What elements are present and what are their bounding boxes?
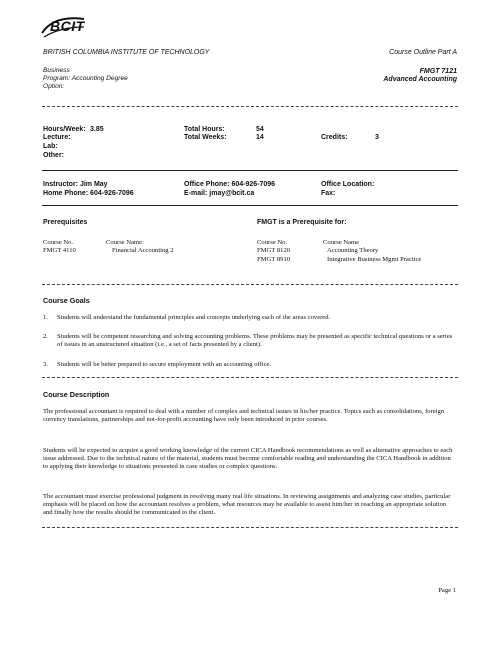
total-hours-value: 54 xyxy=(256,126,264,133)
doc-type: Course Outline Part A xyxy=(389,49,457,56)
email: E-mail: jmay@bcit.ca xyxy=(184,190,255,197)
bcit-logo xyxy=(40,13,86,41)
table-row-course-no: FMGT 8120 xyxy=(257,247,291,254)
credits-label: Credits: xyxy=(321,134,348,141)
goal-text: Students will understand the fundamental principles and concepts underlying each of the areas covered. xyxy=(57,314,331,321)
option: Option: xyxy=(43,83,65,90)
table-row-course-no: FMGT 4110 xyxy=(43,247,76,254)
office-location-label: Office Location: xyxy=(321,181,375,188)
other-label: Other: xyxy=(43,152,64,159)
home-phone: Home Phone: 604-926-7096 xyxy=(43,190,134,197)
description-paragraph: The accountant must exercise professional judgment in resolving many real life situations. In reviewing assignments and analyzing case studies, particular emphasis will be placed on how the accountant resolves a problem, what resources may be available to assist him/her in reaching an appropriate solution and finally how the results should be communicated to the client. xyxy=(43,493,451,517)
lab-label: Lab: xyxy=(43,143,58,150)
total-hours-label: Total Hours: xyxy=(184,126,225,133)
for-col-course-no: Course No. xyxy=(257,239,288,246)
page-number: Page 1 xyxy=(438,587,456,594)
course-title: Advanced Accounting xyxy=(383,76,457,83)
school: Business xyxy=(43,67,70,74)
total-weeks-label: Total Weeks: xyxy=(184,134,227,141)
goal-number: 3. xyxy=(43,361,48,368)
divider xyxy=(42,106,458,107)
program: Program: Accounting Degree xyxy=(43,75,128,82)
goal-number: 1. xyxy=(43,314,48,321)
divider xyxy=(42,377,458,378)
table-row-course-name: Accounting Theory xyxy=(327,247,379,254)
goal-number: 2. xyxy=(43,333,48,340)
course-code: FMGT 7121 xyxy=(419,68,457,75)
fax-label: Fax: xyxy=(321,190,336,197)
divider xyxy=(42,170,458,171)
instructor: Instructor: Jim May xyxy=(43,181,108,188)
prereq-col-course-name: Course Name: xyxy=(106,239,144,246)
table-row-course-no: FMGT 8910 xyxy=(257,256,291,263)
goal-text: Students will be competent researching and solving accounting problems. These problems may be presented as specific technical questions or a series of issues in an unstructured situation (i.e., a set of facts presented by a client). xyxy=(57,333,453,349)
table-row-course-name: Financial Accounting 2 xyxy=(112,247,174,254)
description-paragraph: Students will be expected to acquire a good working knowledge of the current CICA Handbook recommendations as well as alternative approaches to each issue addressed. Due to the technical nature of the material, students must become comfortable reading and understanding the CICA Handbook in addition to applying their knowledge to situations presented in case studies or complex questions. xyxy=(43,447,453,471)
is-prereq-heading: FMGT is a Prerequisite for: xyxy=(257,219,347,226)
divider xyxy=(42,284,458,285)
goals-heading: Course Goals xyxy=(43,296,90,305)
divider xyxy=(42,205,458,206)
total-weeks-value: 14 xyxy=(256,134,264,141)
divider xyxy=(42,527,458,528)
description-heading: Course Description xyxy=(43,390,110,399)
lecture-label: Lecture: xyxy=(43,134,71,141)
hours-week-value: 3.85 xyxy=(90,126,104,133)
description-paragraph: The professional accountant is required to deal with a number of complex and technical issues in his/her practice. Topics such as consolidations, foreign currency translations, partnerships and not-for-profit accounting have only been introduced in prior courses. xyxy=(43,408,445,424)
credits-value: 3 xyxy=(375,134,379,141)
hours-week-label: Hours/Week: xyxy=(43,126,86,133)
prereq-heading: Prerequisites xyxy=(43,219,88,226)
logo-text: BCIT xyxy=(50,18,85,34)
for-col-course-name: Course Name xyxy=(323,239,360,246)
office-phone: Office Phone: 604-926-7096 xyxy=(184,181,276,188)
goal-text: Students will be better prepared to secure employment with an accounting office. xyxy=(57,361,272,368)
prereq-col-course-no: Course No. xyxy=(43,239,74,246)
table-row-course-name: Integrative Business Mgmt Practice xyxy=(327,256,422,263)
institute-name: BRITISH COLUMBIA INSTITUTE OF TECHNOLOGY xyxy=(43,49,210,56)
